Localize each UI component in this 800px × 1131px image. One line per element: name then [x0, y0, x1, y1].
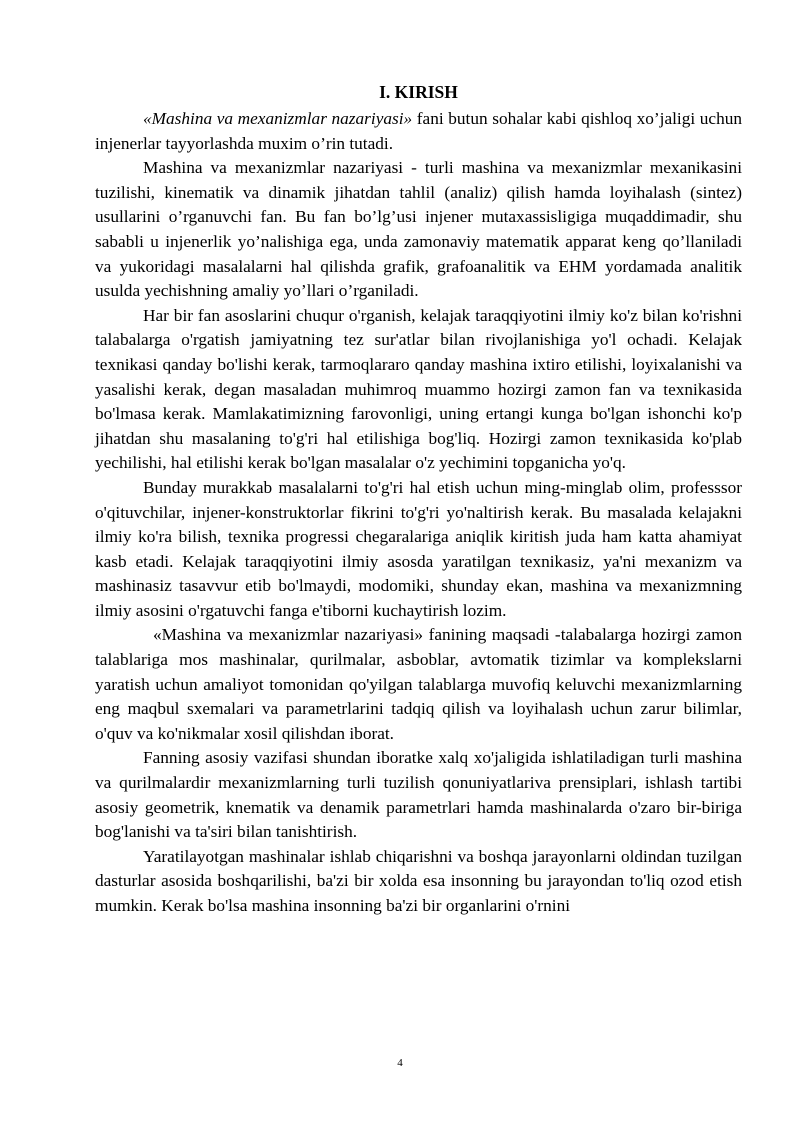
document-page	[95, 80, 742, 919]
paragraph-1	[95, 107, 742, 156]
paragraph-3: Har bir fan asoslarini chuqur o'rganish, kelajak taraqqiyotini ilmiy ko'z bilan ko'rishni talabalarga o'rgatish jamiyatning tez sur'atlar bilan rivojlanishiga yo'l ochadi. Kelajak texnikasi qanday bo'lishi kerak, tarmoqlararo qanday mashina ixtiro etilishi, loyixalanishi va yasalishi kerak, degan masaladan muhimroq muammo hozirgi zamon fan va texnikasida bo'lmasa kerak. Mamlakatimizning farovonligi, uning ertangi kunga bo'lgan ishonchi ko'p jihatdan shu masalaning to'g'ri hal etilishiga bog'liq. Hozirgi zamon texnikasida ko'plab yechilishi, hal etilishi kerak bo'lgan masalalar o'z yechimini topganicha yo'q.	[95, 305, 742, 473]
paragraph-1-text: fani butun sohalar kabi qishloq xo’jaligi uchun injenerlar tayyorlashda muxim o’rin tutadi.	[95, 109, 742, 153]
paragraph-5: «Mashina va mexanizmlar nazariyasi» fanining maqsadi -talabalarga hozirgi zamon talablariga mos mashinalar, qurilmalar, asboblar, avtomatik tizimlar va komplekslarni yaratish uchun amaliyot tomonidan qo'yilgan talablarga muvofiq keluvchi mexanizmlarning eng maqbul sxemalari va parametrlarini tadqiq qilish va loyihalash uchun zarur bilimlar, o'quv va ko'nikmalar xosil qilishdan iborat.	[95, 625, 742, 743]
paragraph-4: Bunday murakkab masalalarni to'g'ri hal etish uchun ming-minglab olim, professsor o'qituvchilar, injener-konstruktorlar fikrini to'g'ri yo'naltirish kerak. Bu masalada kelajakni ilmiy ko'ra bilish, texnika progressi chegaralariga aniqlik kiritish juda ham katta ahamiyat kasb etadi. Kelajak taraqqiyotini ilmiy asosda yaratilgan texnikasiz, ya'ni mexanizm va mashinasiz tasavvur etib bo'lmaydi, modomiki, shunday ekan, mashina va mexanizmning ilmiy asosini o'rgatuvchi fanga e'tiborni kuchaytirish lozim.	[95, 477, 742, 620]
page-number: 4	[397, 1057, 403, 1069]
paragraph-2: Mashina va mexanizmlar nazariyasi - turli mashina va mexanizmlar mexanikasini tuzilishi, kinematik va dinamik jihatdan tahlil (analiz) qilish hamda loyihalash (sintez) usullarini o’rganuvchi fan. Bu fan bo’lg’usi injener mutaxassisligiga muqaddimadir, shu sababli u injenerlik yo’nalishiga ega, unda zamonaviy matematik apparat keng qo’llaniladi va yukoridagi masalalarni hal qilishda grafik, grafoanalitik va EHM yordamada analitik usulda yechishning amaliy yo’llari o’rganiladi.	[95, 158, 742, 301]
paragraph-7: Yaratilayotgan mashinalar ishlab chiqarishni va boshqa jarayonlarni oldindan tuzilgan dasturlar asosida boshqarilishi, ba'zi bir xolda esa insonning bu jarayondan to'liq ozod etish mumkin. Kerak bo'lsa mashina insonning ba'zi bir organlarini o'rnini	[95, 846, 742, 915]
section-heading: I. KIRISH	[379, 82, 458, 102]
paragraph-6: Fanning asosiy vazifasi shundan iboratke xalq xo'jaligida ishlatiladigan turli mashina va qurilmalardir mexanizmlarning turli tuzilish qonuniyatlariva prensiplari, ishlash tartibi asosiy geometrik, knematik va denamik parametrlari hamda mashinalarda o'zaro bir-biriga bog'lanishi va ta'siri bilan tanishtirish.	[95, 748, 742, 842]
paragraph-1-italic-title: «Mashina va mexanizmlar nazariyasi»	[143, 109, 413, 128]
